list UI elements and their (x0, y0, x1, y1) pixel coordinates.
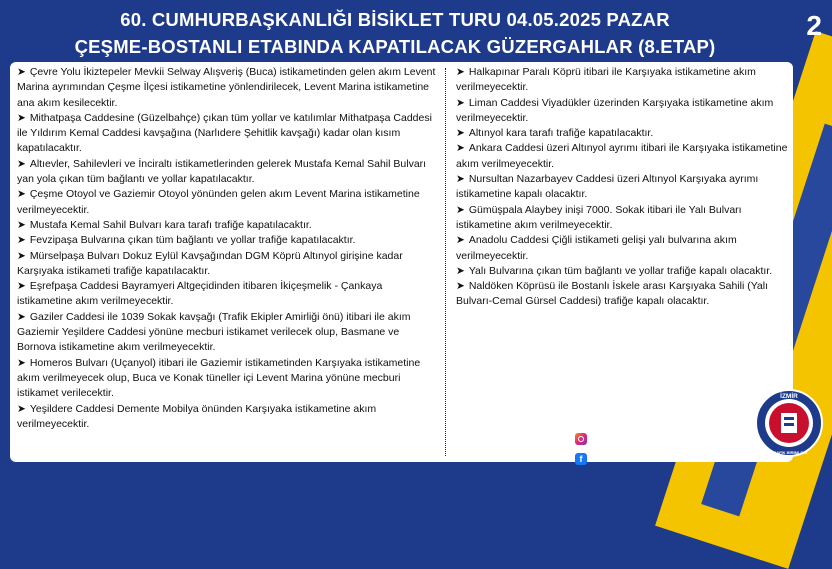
route-text: Anadolu Caddesi Çiğli istikameti gelişi yalı bulvarına akım verilmeyecektir. (456, 234, 737, 262)
arrow-icon: ➤ (456, 66, 465, 78)
instagram-icon (575, 433, 587, 445)
arrow-icon: ➤ (17, 188, 26, 201)
route-text: Gaziler Caddesi ile 1039 Sokak kavşağı (Trafik Ekipler Amirliği önü) itibari ile akım Gaziemir Yeşildere Caddesi yönüne mecburi istikamet verilecek olup, Basmane ve Bornova istikametine akım verilmeyecektir. (17, 310, 411, 354)
route-item (456, 96, 796, 127)
route-text: Altıevler, Sahilevleri ve İnciraltı istikametlerinden gelerek Mustafa Kemal Sahil Bulvarı yan yola çıkan tüm bağlantı ve yollar kapatılacaktır. (17, 157, 427, 186)
title-line-1: 60. CUMHURBAŞKANLIĞI BİSİKLET TURU 04.05.2025 PAZAR (120, 9, 670, 30)
route-item (17, 218, 437, 233)
arrow-icon: ➤ (456, 203, 465, 216)
route-text: Nursultan Nazarbayev Caddesi üzeri Altınyol Karşıyaka ayrımı istikametine kapalı olacaktır. (456, 173, 759, 201)
route-item (456, 141, 796, 172)
arrow-icon: ➤ (17, 66, 26, 78)
route-item (17, 65, 437, 111)
arrow-icon: ➤ (456, 142, 465, 155)
route-item (17, 111, 437, 157)
arrow-icon: ➤ (17, 157, 26, 170)
route-item (17, 279, 437, 310)
logo-bottom-text: TRAFİK BİRİMLERİ (770, 450, 808, 455)
route-item (17, 310, 437, 356)
route-item (456, 172, 796, 203)
route-text: Çevre Yolu İkiztepeler Mevkii Selway Alışveriş (Buca) istikametinden gelen akım Levent Marina ayrımından Çeşme İlçesi istikametine yönlendirilecek, Levent Marina istikametine ana akım kesilecektir. (17, 66, 436, 109)
route-item (456, 203, 796, 234)
arrow-icon: ➤ (17, 280, 26, 293)
facebook-link[interactable] (575, 450, 689, 467)
right-column (456, 65, 796, 310)
column-divider (445, 68, 446, 456)
route-item (17, 249, 437, 280)
route-text: Eşrefpaşa Caddesi Bayramyeri Altgeçidinden itibaren İkiçeşmelik - Çankaya istikametine akım verilmeyecektir. (17, 280, 383, 308)
route-text: Yeşildere Caddesi Demente Mobilya önünden Karşıyaka istikametine akım verilmeyecektir. (17, 402, 377, 430)
route-text: Homeros Bulvarı (Uçanyol) itibari ile Gaziemir istikametinden Karşıyaka istikametine akım verilmeyecek olup, Buca ve Konak tüneller içi Levent Marina yönüne mecburi istikamet verilecektir. (17, 356, 421, 400)
route-text: Çeşme Otoyol ve Gaziemir Otoyol yönünden gelen akım Levent Marina istikametine verilmeyecektir. (17, 188, 420, 216)
arrow-icon: ➤ (17, 234, 26, 247)
arrow-icon: ➤ (456, 127, 465, 140)
social-footer (575, 430, 689, 470)
routes-card (10, 62, 793, 462)
page-number: 2 (806, 10, 822, 41)
instagram-link[interactable] (575, 430, 689, 447)
arrow-icon: ➤ (17, 111, 26, 124)
route-item (456, 233, 796, 264)
route-text: Gümüşpala Alaybey inişi 7000. Sokak itibari ile Yalı Bulvarı istikametine akım verilmeyecektir. (456, 203, 742, 231)
route-text: Fevzipaşa Bulvarına çıkan tüm bağlantı ve yollar trafiğe kapatılacaktır. (29, 234, 356, 247)
route-item (456, 65, 796, 96)
arrow-icon: ➤ (456, 173, 465, 186)
instagram-handle: @emniyetizmir_trafik (591, 432, 690, 445)
page-title (0, 6, 790, 60)
route-text: Mustafa Kemal Sahil Bulvarı kara tarafı trafiğe kapatılacaktır. (29, 218, 312, 231)
route-text: Mürselpaşa Bulvarı Dokuz Eylül Kavşağından DGM Köprü Altınyol girişine kadar Karşıyaka istikameti trafiğe kapatılacaktır. (17, 249, 403, 277)
route-item (17, 402, 437, 433)
izmir-traffic-logo (754, 388, 824, 458)
arrow-icon: ➤ (17, 218, 26, 231)
facebook-icon: f (575, 453, 587, 465)
route-item (17, 157, 437, 188)
route-item (17, 356, 437, 402)
route-text: Naldöken Köprüsü ile Bostanlı İskele arası Karşıyaka Sahili (Yalı Bulvarı-Cemal Gürsel Caddesi) trafiğe kapalı olacaktır. (456, 280, 769, 308)
arrow-icon: ➤ (456, 280, 465, 293)
arrow-icon: ➤ (456, 264, 465, 277)
route-text: Yalı Bulvarına çıkan tüm bağlantı ve yollar trafiğe kapalı olacaktır. (468, 264, 773, 277)
route-text: Halkapınar Paralı Köprü itibari ile Karşıyaka istikametine akım verilmeyecektir. (456, 66, 756, 94)
arrow-icon: ➤ (456, 234, 465, 247)
route-item (456, 279, 796, 310)
facebook-page: İzmir Trafik Birimleri (591, 452, 684, 465)
left-column (17, 65, 437, 432)
route-item (456, 126, 796, 141)
arrow-icon: ➤ (17, 249, 26, 262)
arrow-icon: ➤ (456, 96, 465, 109)
logo-top-text: İZMİR (780, 393, 798, 400)
arrow-icon: ➤ (17, 356, 26, 369)
title-line-2: ÇEŞME-BOSTANLI ETABINDA KAPATILACAK GÜZERGAHLAR (8.ETAP) (74, 36, 716, 57)
route-item (456, 264, 796, 279)
route-text: Liman Caddesi Viyadükler üzerinden Karşıyaka istikametine akım verilmeyecektir. (456, 96, 774, 124)
route-text: Altınyol kara tarafı trafiğe kapatılacaktır. (468, 127, 654, 140)
arrow-icon: ➤ (17, 310, 26, 323)
route-item (17, 187, 437, 218)
arrow-icon: ➤ (17, 402, 26, 415)
route-text: Mithatpaşa Caddesine (Güzelbahçe) çıkan tüm yollar ve katılımlar Mithatpaşa Caddesi ile Yıldırım Kemal Caddesi kavşağına (Narlıdere Şehitlik kavşağı) kadar olan kısım kapatılacaktır. (17, 111, 432, 155)
route-item (17, 233, 437, 248)
route-text: Ankara Caddesi üzeri Altınyol ayrımı itibari ile Karşıyaka istikametine akım verilmeyecektir. (456, 142, 788, 170)
